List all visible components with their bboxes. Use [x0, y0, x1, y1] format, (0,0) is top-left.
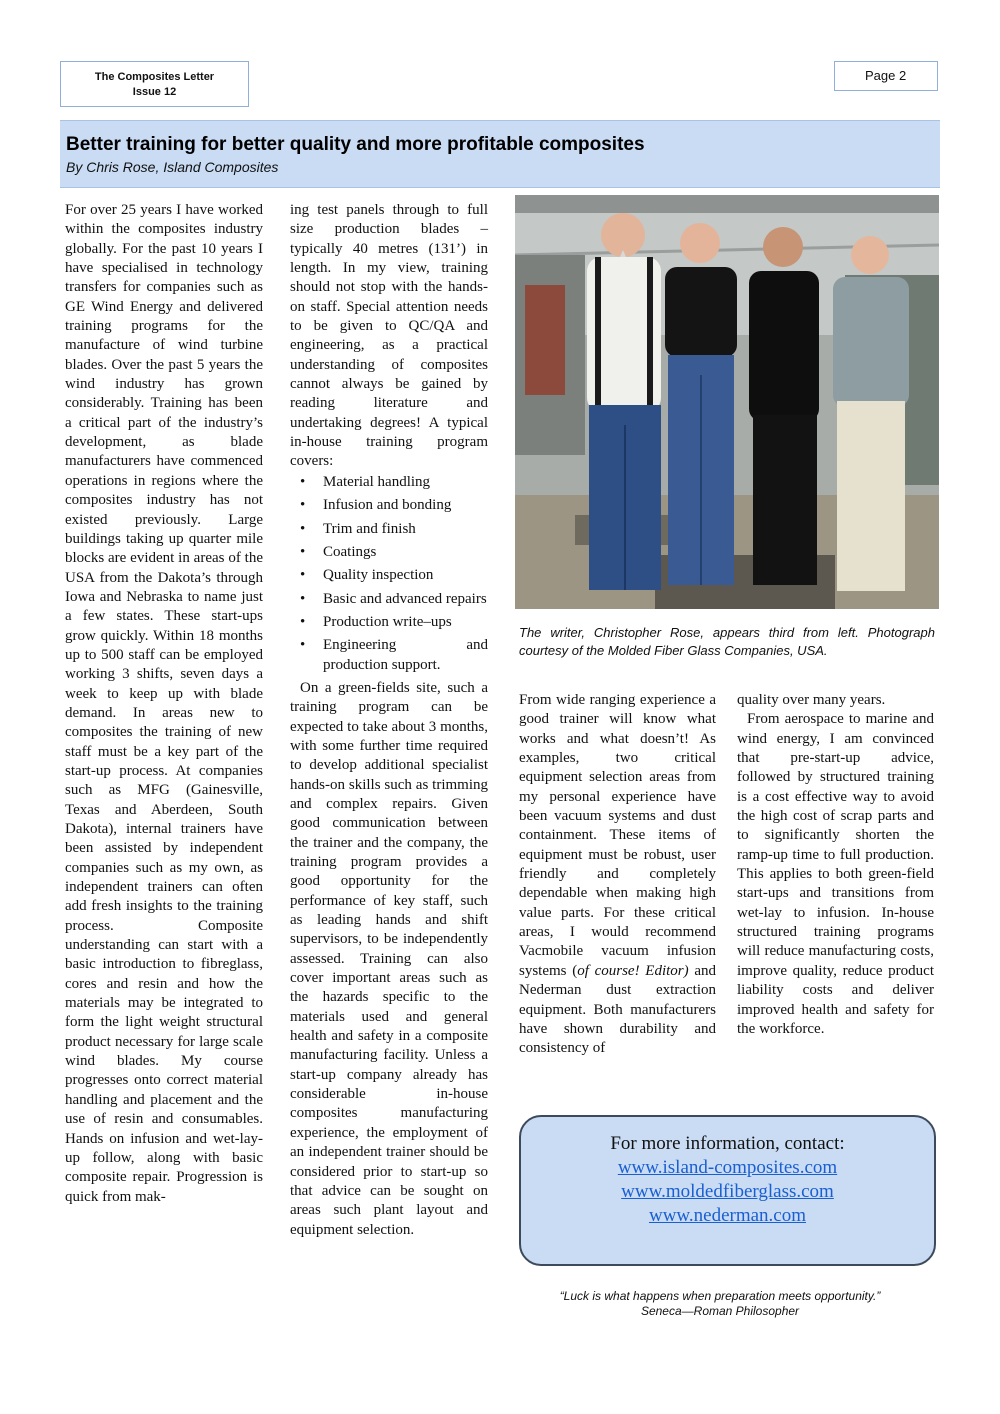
- article-title: Better training for better quality and more profitable composites: [66, 134, 645, 155]
- body-paragraph: quality over many years.: [737, 692, 886, 708]
- editor-note: of course! Editor): [577, 962, 689, 979]
- body-paragraph: From aerospace to marine and wind energy, I am convinced that pre-start-up advice, followed by structured training is a cost effective way to avoid the high cost of scrap parts and to significantly shorten the ramp-up time to full production. This applies to both green-field start-ups and transitions from wet-lay to infusion. In-house structured training programs will reduce manufacturing costs, improve quality, reduce product liability costs and deliver improved health and safety for the workforce.: [737, 711, 934, 1037]
- article-column-2: [290, 201, 488, 1240]
- contact-info-box: [519, 1115, 936, 1266]
- newsletter-title: The Composites Letter: [94, 71, 215, 83]
- body-paragraph: ing test panels through to full size production blades – typically 40 metres (131’) in length. In my view, training should not stop with the hands-on staff. Special attention needs to be given to QC/QA and engineering, as a practical understanding of composites cannot always be gained by reading literature and undertaking degrees! A typical in-house training program covers:: [290, 202, 488, 470]
- page-number-box: [834, 61, 938, 91]
- list-item: • Coatings: [290, 543, 488, 562]
- list-item: • Material handling: [290, 473, 488, 492]
- body-paragraph: For over 25 years I have worked within the composites industry globally. For the past 10 years I have specialised in technology transfers for companies such as GE Wind Energy and delivered training programs for the manufacture of wind turbine blades. Over the past 5 years the wind industry has grown considerably. Training has been a critical part of the industry’s development, as blade manufacturers have commenced operations in regions where the composites industry has not existed previously. Large buildings taking up quarter mile blocks are evident in areas of the USA from the Dakota’s through Iowa and Nebraska to name just a few states. These start-ups grow quickly. Within 18 months up to 500 staff can be employed working 3 shifts, seven days a week to keep up with blade demand. In areas new to composites the training of new staff must be a key part of the start-up process. At companies such as MFG (Gainesville, Texas and Aberdeen, South Dakota), internal trainers have been assisted by independent companies such as my own, as independent trainers can often add fresh insights to the training process. Composite understanding can start with a basic introduction to fibreglass, cores and resin and how the materials may be integrated to form the light weight structural product necessary for large scale wind blades. My course progresses onto correct material handling and placement and the use of resin and consumables. Hands on infusion and wet-lay-up follow, along with basic composite repair. Progression is quick from mak-: [65, 202, 263, 1205]
- list-item: • Infusion and bonding: [290, 496, 488, 515]
- list-item: • Trim and finish: [290, 520, 488, 539]
- article-column-4: [737, 691, 934, 1039]
- list-item: • Basic and advanced repairs: [290, 590, 488, 609]
- person-2: [665, 223, 737, 585]
- list-item: • Production write–ups: [290, 613, 488, 632]
- photo-caption: The writer, Christopher Rose, appears third from left. Photograph courtesy of the Molded Fiber Glass Companies, USA.: [519, 625, 935, 658]
- page-number: Page 2: [865, 68, 907, 83]
- person-3: [749, 227, 819, 585]
- quote-text: “Luck is what happens when preparation meets opportunity.”: [559, 1289, 881, 1303]
- training-topics-list: [290, 473, 488, 675]
- newsletter-header-box: [60, 61, 249, 107]
- link-nederman[interactable]: www.nederman.com: [648, 1205, 807, 1226]
- quote-author: Seneca—Roman Philosopher: [640, 1304, 800, 1318]
- list-item: • Quality inspection: [290, 566, 488, 585]
- closing-quote: [519, 1289, 921, 1319]
- article-byline: By Chris Rose, Island Composites: [66, 159, 279, 175]
- body-paragraph: On a green-fields site, such a training program can be expected to take about 3 months, with some further time required to develop additional specialist hands-on skills such as trimming and complex repairs. Given good communication between the trainer and the company, the training program provides a good opportunity for the performance of key staff, such as leading hands and shift supervisors, to be independently assessed. Training can also cover important areas such as the hazards specific to the materials used and general health and safety in a composite manufacturing facility. Unless a start-up company already has considerable in-house composites manufacturing experience, the employment of an independent trainer should be considered prior to start-up so that advice can be sought on areas such plant layout and equipment selection.: [290, 679, 488, 1238]
- article-title-banner: [60, 120, 940, 188]
- contact-heading: For more information, contact:: [610, 1133, 845, 1154]
- link-island-composites[interactable]: www.island-composites.com: [617, 1157, 838, 1178]
- body-paragraph: From wide ranging experience a good trainer will know what works and what doesn’t! As examples, two critical equipment selection areas from my personal experience have been vacuum systems and dust containment. These items of equipment must be robust, user friendly and completely dependable when making high value parts. For these critical areas, I would recommend Vacmobile vacuum infusion systems (of course! Editor) and Nederman dust extraction equipment. Both manufacturers have shown durability and consistency of: [519, 692, 716, 1057]
- article-column-1: [65, 201, 263, 1207]
- person-1: [587, 213, 661, 590]
- team-photo: [515, 195, 939, 609]
- article-column-3: [519, 691, 716, 1059]
- person-4: [833, 236, 909, 591]
- issue-number: Issue 12: [132, 86, 177, 98]
- link-molded-fiber-glass[interactable]: www.moldedfiberglass.com: [621, 1181, 834, 1202]
- list-item: • Engineering and production support.: [290, 636, 488, 675]
